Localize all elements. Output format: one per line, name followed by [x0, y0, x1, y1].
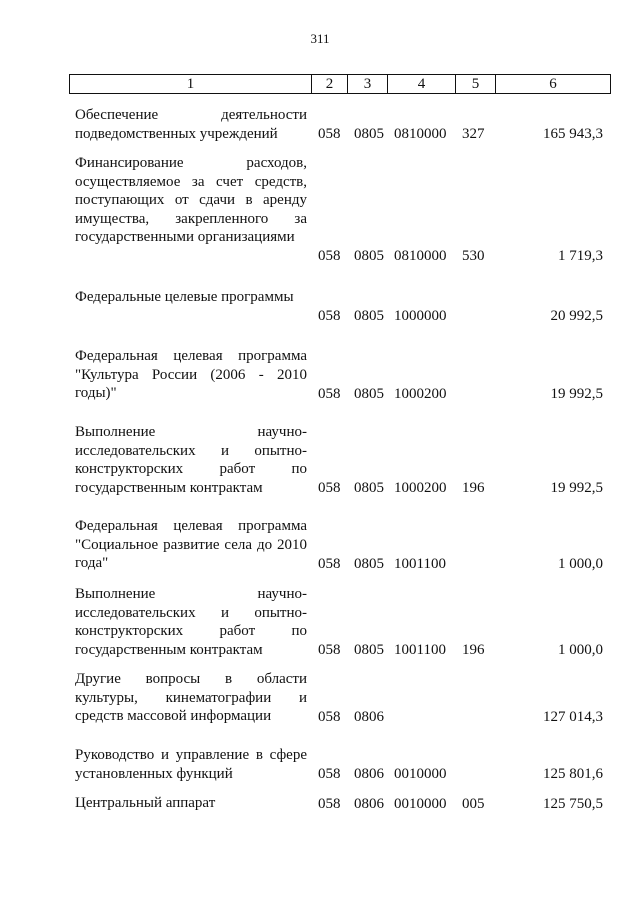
table-row [69, 154, 611, 265]
row-col3: 0805 [354, 125, 384, 142]
column-header-4: 4 [388, 75, 456, 93]
row-col6: 19 992,5 [550, 479, 603, 496]
table-row [69, 670, 611, 726]
row-col2: 058 [318, 479, 341, 496]
budget-table [69, 74, 611, 812]
row-name: Обеспечение деятельности подведомственных учреждений [75, 107, 307, 142]
table-row [69, 347, 611, 403]
row-col2: 058 [318, 247, 341, 264]
table-header-row [69, 74, 611, 94]
table-row [69, 746, 611, 783]
row-col6: 20 992,5 [550, 307, 603, 324]
row-col3: 0806 [354, 765, 384, 782]
column-header-5: 5 [456, 75, 496, 93]
row-col4: 0010000 [394, 765, 447, 782]
row-col6: 125 750,5 [543, 795, 603, 812]
row-col5: 327 [462, 125, 485, 142]
row-col3: 0805 [354, 307, 384, 324]
column-header-1: 1 [70, 75, 312, 93]
row-col6: 1 719,3 [558, 247, 603, 264]
row-col2: 058 [318, 555, 341, 572]
row-col6: 1 000,0 [558, 641, 603, 658]
row-col6: 125 801,6 [543, 765, 603, 782]
column-header-6: 6 [549, 76, 557, 92]
row-col4: 0010000 [394, 795, 447, 812]
row-col4: 1000000 [394, 307, 447, 324]
row-col5: 530 [462, 247, 485, 264]
row-col3: 0805 [354, 385, 384, 402]
row-col6: 19 992,5 [550, 385, 603, 402]
table-row [69, 794, 611, 813]
row-col2: 058 [318, 708, 341, 725]
row-name: Финансирование расходов, осуществляемое за счет средств, поступающих от сдачи в аренду имущества, закрепленного за государственными организациями [75, 155, 307, 245]
row-col4: 0810000 [394, 247, 447, 264]
row-col2: 058 [318, 765, 341, 782]
row-col3: 0805 [354, 479, 384, 496]
row-col3: 0805 [354, 247, 384, 264]
row-col3: 0806 [354, 708, 384, 725]
row-col3: 0806 [354, 795, 384, 812]
row-name: Федеральная целевая программа "Социальное развитие села до 2010 года" [75, 518, 307, 571]
row-name: Федеральная целевая программа "Культура России (2006 - 2010 годы)" [75, 348, 307, 401]
row-col2: 058 [318, 385, 341, 402]
column-header-2: 2 [312, 75, 348, 93]
row-col2: 058 [318, 641, 341, 658]
row-col6: 127 014,3 [543, 708, 603, 725]
row-name: Центральный аппарат [75, 795, 216, 811]
row-col6: 165 943,3 [543, 125, 603, 142]
row-name: Выполнение научно-исследовательских и опытно-конструкторских работ по государственным контрактам [75, 586, 307, 658]
row-col4: 1001100 [394, 555, 446, 572]
row-name: Другие вопросы в области культуры, кинематографии и средств массовой информации [75, 671, 307, 724]
row-col4: 1000200 [394, 385, 447, 402]
row-col3: 0805 [354, 555, 384, 572]
row-col5: 005 [462, 795, 485, 812]
column-header-3: 3 [348, 75, 388, 93]
row-col3: 0805 [354, 641, 384, 658]
table-row [69, 423, 611, 497]
row-col2: 058 [318, 307, 341, 324]
row-name: Руководство и управление в сфере установленных функций [75, 747, 307, 782]
row-col2: 058 [318, 795, 341, 812]
table-row [69, 517, 611, 573]
row-col6: 1 000,0 [558, 555, 603, 572]
row-col5: 196 [462, 479, 485, 496]
row-col4: 1001100 [394, 641, 446, 658]
table-row [69, 585, 611, 659]
table-row [69, 106, 611, 143]
row-col2: 058 [318, 125, 341, 142]
page-number: 311 [310, 31, 330, 46]
row-col4: 0810000 [394, 125, 447, 142]
row-col5: 196 [462, 641, 485, 658]
row-col4: 1000200 [394, 479, 447, 496]
row-name: Выполнение научно-исследовательских и опытно-конструкторских работ по государственным контрактам [75, 424, 307, 496]
row-name: Федеральные целевые программы [75, 289, 294, 305]
table-row [69, 288, 611, 325]
